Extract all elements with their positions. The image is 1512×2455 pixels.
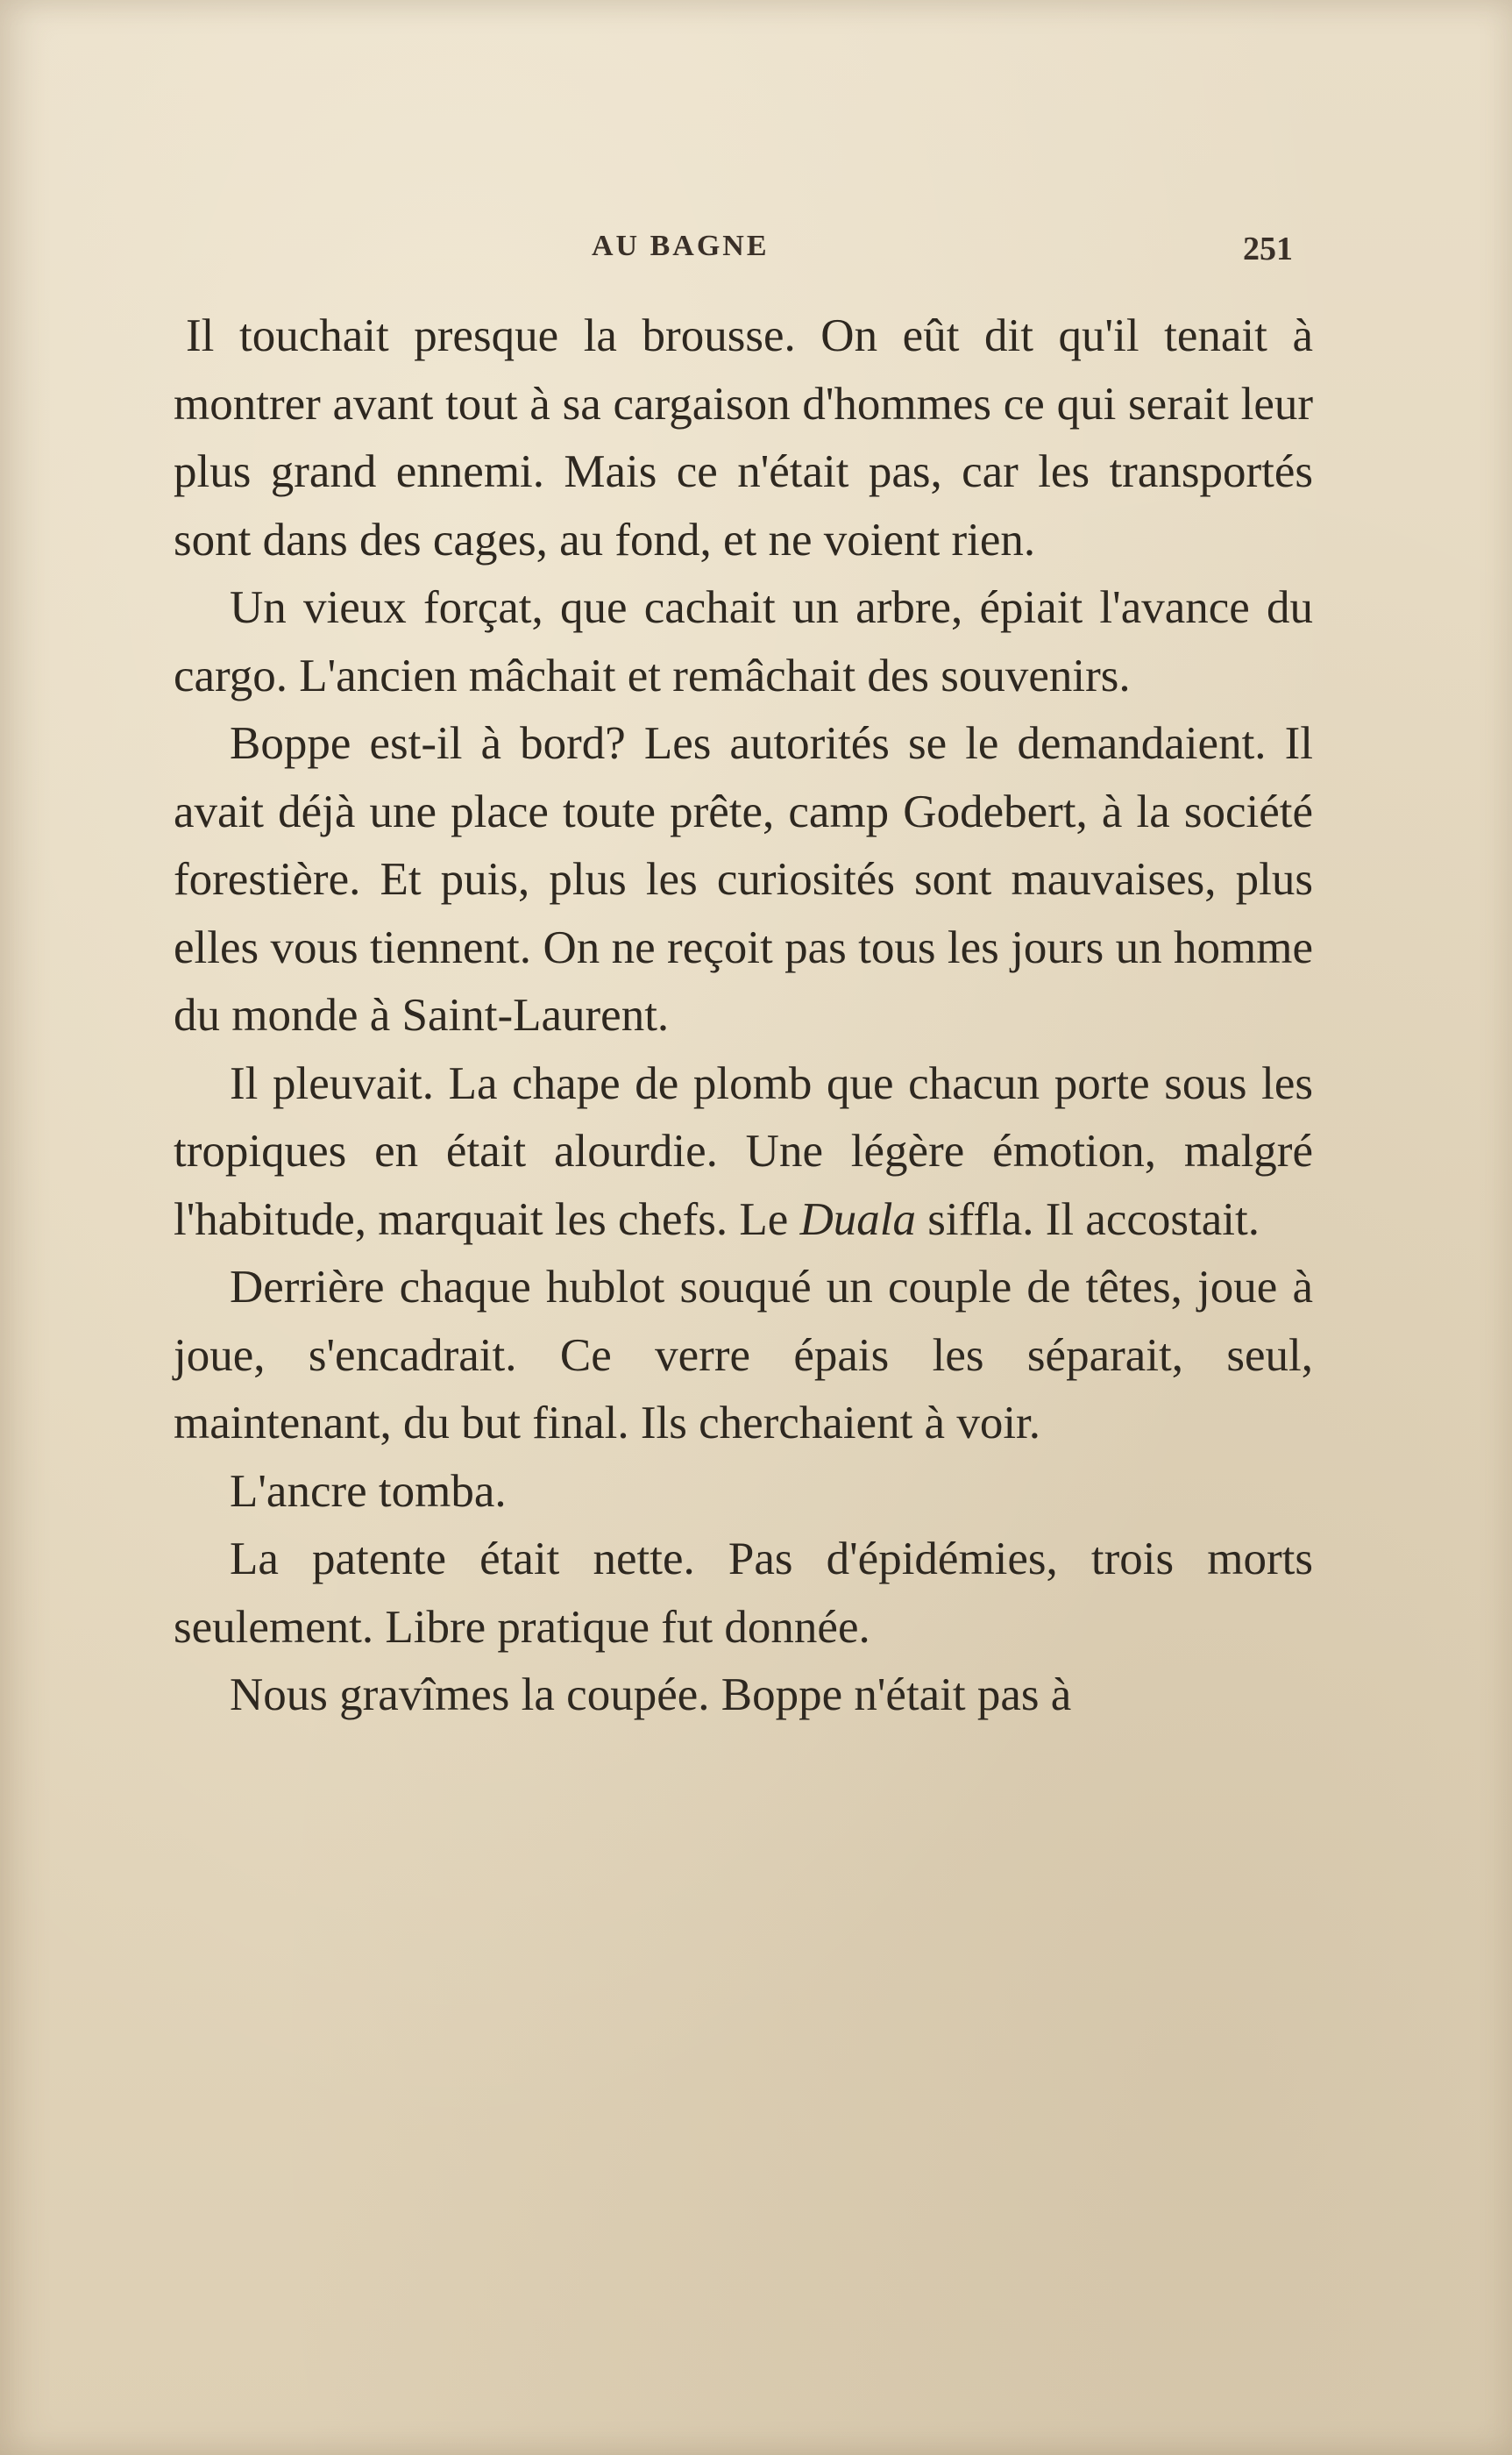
- paragraph: Boppe est-il à bord? Les autorités se le demandaient. Il avait déjà une place toute prête, camp Godebert, à la société forestière. Et puis, plus les curiosités sont mauvaises, plus elles vous tiennent. On ne reçoit pas tous les jours un homme du monde à Saint-Laurent.: [174, 718, 1313, 1041]
- ship-name: Duala: [799, 1193, 916, 1245]
- running-head: AU BAGNE: [592, 230, 770, 262]
- paragraph-text: siffla. Il accostait.: [916, 1193, 1260, 1245]
- body-text: [174, 302, 1313, 1730]
- paragraph: L'ancre tomba.: [230, 1465, 507, 1517]
- paragraph: La patente était nette. Pas d'épidémies, trois morts seulement. Libre pratique fut donnée.: [174, 1533, 1313, 1653]
- paragraph: Derrière chaque hublot souqué un couple de têtes, joue à joue, s'encadrait. Ce verre épais les séparait, seul, maintenant, du but final. Ils cherchaient à voir.: [174, 1262, 1313, 1448]
- paragraph: [174, 1050, 1313, 1255]
- page-header: [171, 230, 1293, 274]
- paragraph: Il touchait presque la brousse. On eût dit qu'il tenait à montrer avant tout à sa cargaison d'hommes ce qui serait leur plus grand ennemi. Mais ce n'était pas, car les transportés sont dans des cages, au fond, et ne voient rien.: [174, 310, 1313, 566]
- paragraph: Un vieux forçat, que cachait un arbre, épiait l'avance du cargo. L'ancien mâchait et remâchait des souvenirs.: [174, 582, 1313, 701]
- paragraph: Nous gravîmes la coupée. Boppe n'était pas à: [230, 1669, 1072, 1720]
- paragraph-text: Il pleuvait. La chape de plomb que chacun porte sous les tropiques en était alourdie. Une légère émotion, malgré l'habitude, marquait les chefs. Le: [174, 1057, 1313, 1245]
- page-number: 251: [1243, 231, 1293, 267]
